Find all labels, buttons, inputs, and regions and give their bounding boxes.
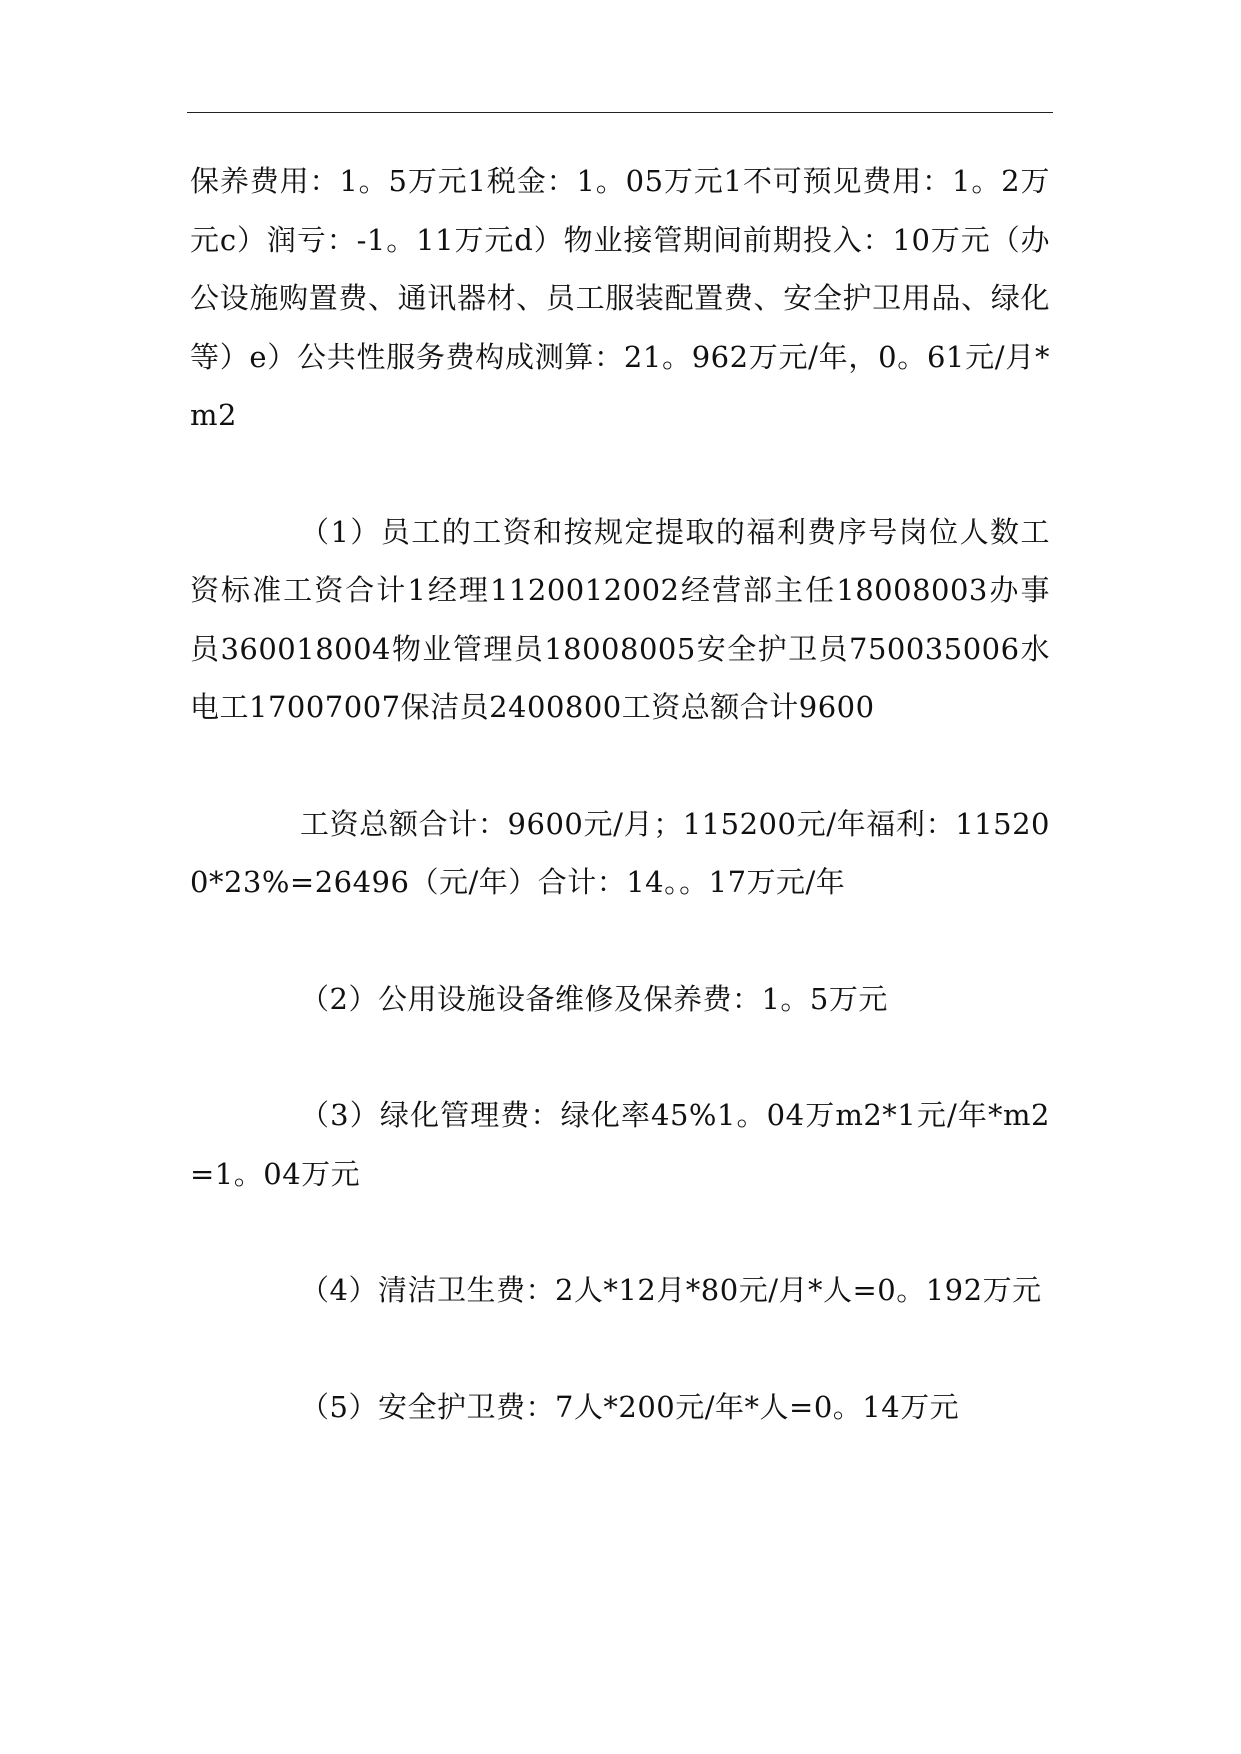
paragraph-maintenance-costs: 保养费用：1。5万元1税金：1。05万元1不可预见费用：1。2万元c）润亏：-1。11万元d）物业接管期间前期投入：10万元（办公设施购置费、通讯器材、员工服装配置费、安全护卫用品、绿化等）e）公共性服务费构成测算：21。962万元/年，0。61元/月*m2 — [190, 164, 1050, 432]
document-body — [190, 152, 1050, 1436]
paragraph-spacer — [190, 445, 1050, 503]
paragraph-greening-fee: （3）绿化管理费：绿化率45%1。04万m2*1元/年*m2=1。04万元 — [190, 1098, 1050, 1191]
paragraph-spacer — [190, 1320, 1050, 1378]
header-rule — [187, 112, 1053, 113]
paragraph-spacer — [190, 912, 1050, 970]
paragraph-security-fee: （5）安全护卫费：7人*200元/年*人=0。14万元 — [300, 1389, 960, 1424]
paragraph-staff-wages: （1）员工的工资和按规定提取的福利费序号岗位人数工资标准工资合计1经理1120012002经营部主任18008003办事员360018004物业管理员18008005安全护卫员750035006水电工17007007保洁员2400800工资总额合计9600 — [190, 514, 1050, 724]
paragraph-wage-total: 工资总额合计：9600元/月；115200元/年福利：115200*23%=26496（元/年）合计：14。。17万元/年 — [190, 806, 1050, 899]
paragraph-spacer — [190, 737, 1050, 795]
paragraph-cleaning-fee: （4）清洁卫生费：2人*12月*80元/月*人=0。192万元 — [300, 1273, 1042, 1307]
paragraph-spacer — [190, 1028, 1050, 1086]
paragraph-facility-maintenance: （2）公用设施设备维修及保养费：1。5万元 — [300, 981, 888, 1016]
paragraph-spacer — [190, 1203, 1050, 1261]
